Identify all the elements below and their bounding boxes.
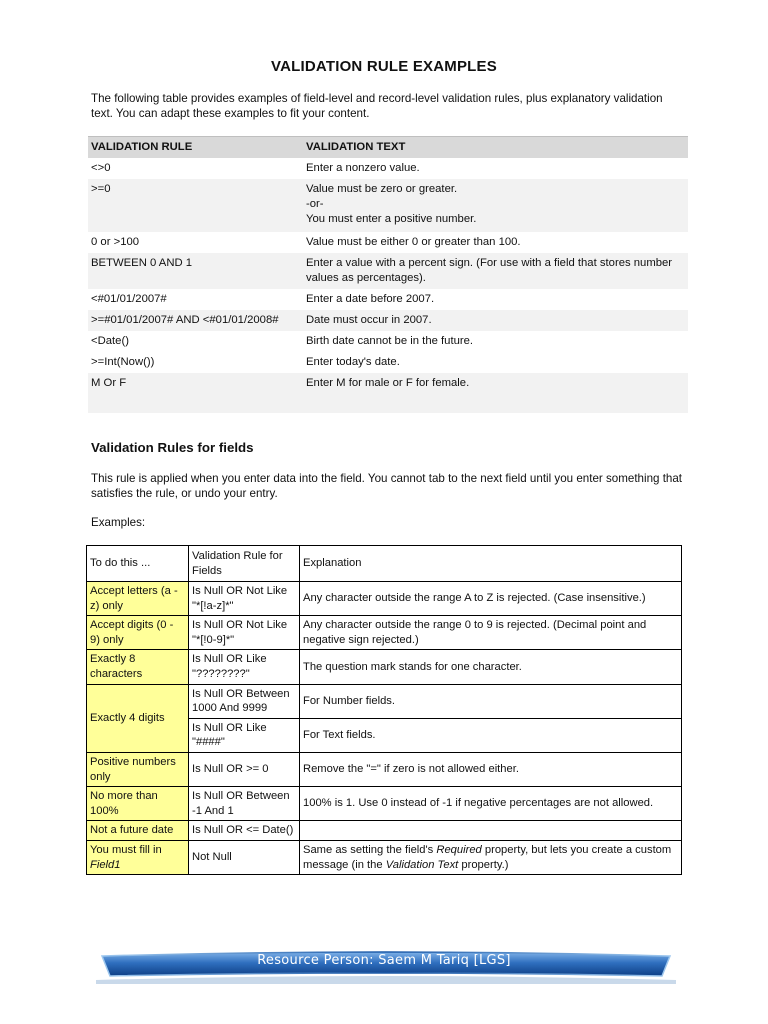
column-header-explanation: Explanation xyxy=(300,546,682,582)
rule-cell: Not Null xyxy=(189,840,300,874)
table-row xyxy=(87,787,682,821)
field-rules-table xyxy=(86,545,682,875)
task-cell: No more than 100% xyxy=(87,787,189,821)
task-text: You must fill in xyxy=(90,843,162,856)
rule-cell: Is Null OR Like "####" xyxy=(189,718,300,752)
explanation-cell: The question mark stands for one character. xyxy=(300,650,682,684)
explanation-cell: Remove the "=" if zero is not allowed either. xyxy=(300,752,682,786)
text-line: Value must be zero or greater. xyxy=(306,183,458,195)
task-cell: Accept digits (0 - 9) only xyxy=(87,616,189,650)
rule-cell: <#01/01/2007# xyxy=(91,293,167,305)
rule-cell: 0 or >100 xyxy=(91,236,140,248)
table-row xyxy=(87,582,682,616)
explanation-cell: Any character outside the range A to Z is rejected. (Case insensitive.) xyxy=(300,582,682,616)
text-cell: Enter M for male or F for female. xyxy=(303,373,688,413)
rule-cell: M Or F xyxy=(88,373,303,413)
table-row xyxy=(88,253,688,289)
table-row xyxy=(88,232,688,253)
rule-cell: BETWEEN 0 AND 1 xyxy=(88,253,303,289)
explanation-cell: For Text fields. xyxy=(300,718,682,752)
table-row xyxy=(88,289,688,310)
table-row xyxy=(87,616,682,650)
rule-cell: <Date() xyxy=(91,335,129,347)
table-row xyxy=(88,179,688,232)
table-row xyxy=(87,650,682,684)
rule-cell: >=0 xyxy=(88,179,303,232)
rule-cell: Is Null OR Not Like "*[!a-z]*" xyxy=(189,582,300,616)
rule-cell: >=#01/01/2007# AND <#01/01/2008# xyxy=(88,310,303,331)
task-cell: Positive numbers only xyxy=(87,752,189,786)
column-header-rule: VALIDATION RULE xyxy=(88,137,303,159)
explanation-text: property, but lets you create a custom message (in the xyxy=(303,843,672,871)
table-row xyxy=(87,752,682,786)
table-row xyxy=(87,840,682,874)
task-cell xyxy=(87,840,189,874)
intro-paragraph: The following table provides examples of field-level and record-level validation rules, plus explanatory validation text. You can adapt these examples to fit your content. xyxy=(91,92,663,120)
rule-cell: Is Null OR Not Like "*[!0-9]*" xyxy=(189,616,300,650)
task-cell: Not a future date xyxy=(87,821,189,841)
text-cell xyxy=(303,179,688,232)
explanation-text: property.) xyxy=(458,858,509,871)
page-title: VALIDATION RULE EXAMPLES xyxy=(271,58,497,75)
property-name: Required xyxy=(436,843,482,856)
table-header-row xyxy=(87,546,682,582)
explanation-cell xyxy=(300,821,682,841)
explanation-cell xyxy=(300,840,682,874)
examples-label: Examples: xyxy=(91,516,146,529)
property-name: Validation Text xyxy=(385,858,459,871)
field-name: Field1 xyxy=(90,858,121,871)
text-cell: Enter a date before 2007. xyxy=(306,293,435,305)
column-header-task: To do this ... xyxy=(87,546,189,582)
table-row xyxy=(88,331,688,352)
table-row xyxy=(88,310,688,331)
text-cell: Date must occur in 2007. xyxy=(303,310,688,331)
rule-cell: Is Null OR <= Date() xyxy=(189,821,300,841)
text-cell: Birth date cannot be in the future. xyxy=(306,335,474,347)
validation-rule-table xyxy=(88,136,688,413)
explanation-cell: For Number fields. xyxy=(300,684,682,718)
rule-cell: >=Int(Now()) xyxy=(91,356,155,368)
text-cell: Enter a value with a percent sign. (For use with a field that stores number values as percentages). xyxy=(303,253,688,289)
table-row xyxy=(88,373,688,413)
table-row xyxy=(87,684,682,718)
section-heading: Validation Rules for fields xyxy=(91,440,254,455)
table-row xyxy=(88,158,688,179)
rule-cell: Is Null OR >= 0 xyxy=(189,752,300,786)
table-row xyxy=(87,821,682,841)
explanation-text: Same as setting the field's xyxy=(303,843,437,856)
text-line: You must enter a positive number. xyxy=(306,213,477,225)
rule-cell: <>0 xyxy=(91,162,111,174)
task-cell: Exactly 4 digits xyxy=(87,684,189,752)
task-cell: Exactly 8 characters xyxy=(87,650,189,684)
rule-cell: Is Null OR Like "????????" xyxy=(189,650,300,684)
text-line: -or- xyxy=(306,198,324,210)
text-cell: Enter today's date. xyxy=(306,356,400,368)
explanation-cell: 100% is 1. Use 0 instead of -1 if negative percentages are not allowed. xyxy=(300,787,682,821)
explanation-cell: Any character outside the range 0 to 9 is rejected. (Decimal point and negative sign rejected.) xyxy=(300,616,682,650)
task-cell: Accept letters (a - z) only xyxy=(87,582,189,616)
table-header-row xyxy=(88,137,688,159)
text-cell: Value must be either 0 or greater than 100. xyxy=(306,236,521,248)
rule-cell: Is Null OR Between -1 And 1 xyxy=(189,787,300,821)
table-row xyxy=(88,352,688,373)
column-header-text: VALIDATION TEXT xyxy=(303,137,688,159)
footer-credit: Resource Person: Saem M Tariq [LGS] xyxy=(257,953,511,968)
column-header-rule: Validation Rule for Fields xyxy=(189,546,300,582)
section-paragraph: This rule is applied when you enter data into the field. You cannot tab to the next field until you enter something that satisfies the rule, or undo your entry. xyxy=(91,472,683,500)
rule-cell: Is Null OR Between 1000 And 9999 xyxy=(189,684,300,718)
text-cell: Enter a nonzero value. xyxy=(306,162,420,174)
